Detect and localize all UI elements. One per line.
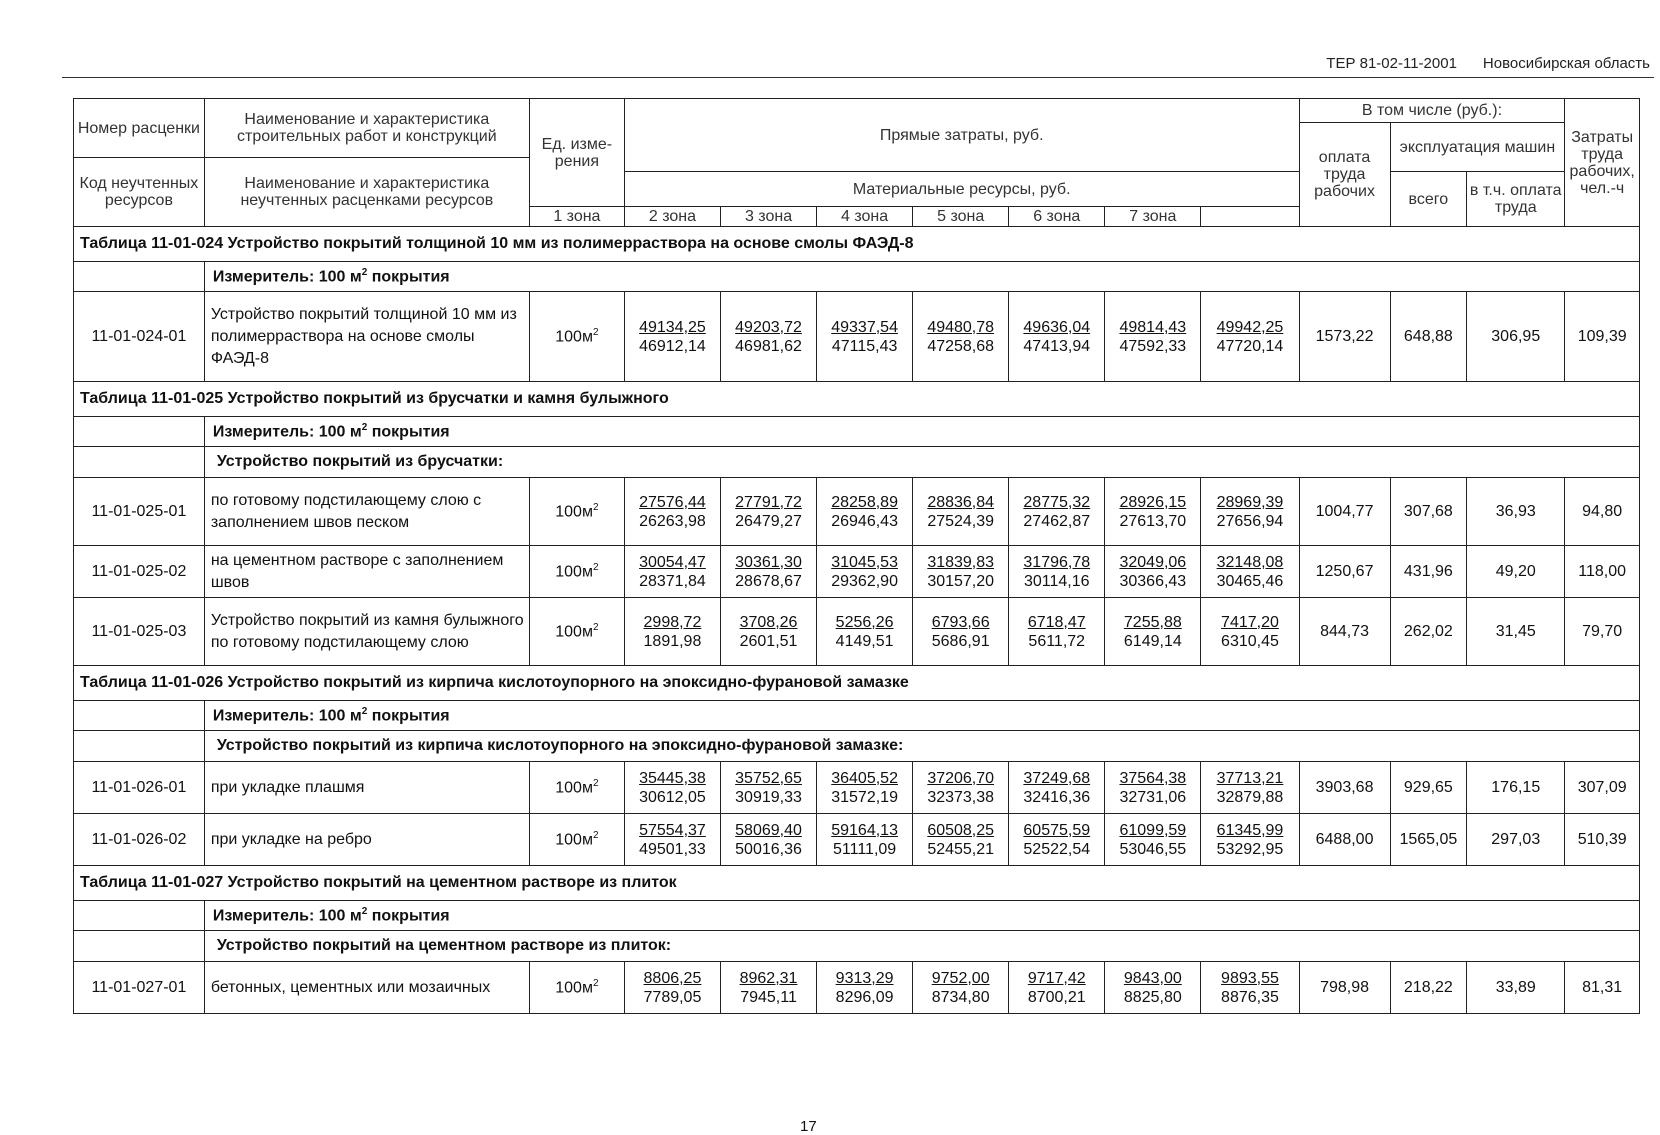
rate-code: 11-01-026-02 <box>74 814 205 866</box>
material-cost: 8825,80 <box>1123 988 1182 1006</box>
measure-label <box>204 901 1639 931</box>
direct-cost: 57554,37 <box>639 821 706 839</box>
unit-superscript: 2 <box>592 977 599 989</box>
zone-cost-cell <box>1009 546 1105 598</box>
rate-row <box>74 292 1640 382</box>
material-cost: 26946,43 <box>831 512 898 530</box>
rate-name: Устройство покрытий толщиной 10 мм из полимерраствора на основе смолы ФАЭД-8 <box>204 292 529 382</box>
direct-cost: 30054,47 <box>639 553 706 571</box>
direct-cost: 30361,30 <box>735 553 802 571</box>
zone-cost-cell <box>913 478 1009 546</box>
direct-cost: 49203,72 <box>735 318 802 336</box>
empty-cell <box>74 417 205 447</box>
rate-code: 11-01-027-01 <box>74 962 205 1014</box>
zone-cost-cell <box>1009 962 1105 1014</box>
rate-code: 11-01-024-01 <box>74 292 205 382</box>
direct-cost: 49337,54 <box>831 318 898 336</box>
material-cost: 30114,16 <box>1023 572 1090 590</box>
labor-hours-value: 510,39 <box>1565 814 1640 866</box>
unit-text: 100м <box>555 979 593 997</box>
labor-hours-value: 81,31 <box>1565 962 1640 1014</box>
direct-cost: 6718,47 <box>1027 613 1086 631</box>
unit-superscript: 2 <box>592 501 599 513</box>
direct-cost: 9313,29 <box>835 969 894 987</box>
direct-cost: 60575,59 <box>1023 821 1091 839</box>
direct-cost: 35445,38 <box>639 769 706 787</box>
labor-pay-value: 798,98 <box>1299 962 1390 1014</box>
direct-cost: 32049,06 <box>1119 553 1187 571</box>
zone-cost-cell <box>1105 598 1201 666</box>
unit-text: 100м <box>555 831 593 849</box>
direct-cost: 8806,25 <box>643 969 702 987</box>
machine-total-value: 929,65 <box>1390 762 1467 814</box>
material-cost: 47258,68 <box>927 337 995 355</box>
zone-cost-cell <box>1009 762 1105 814</box>
zone-header: 3 зона <box>720 207 816 227</box>
col-machine-total: всего <box>1390 172 1467 227</box>
col-resource-code: Код неучтенных ресурсов <box>74 158 205 227</box>
direct-cost: 28836,84 <box>927 493 995 511</box>
direct-cost: 9752,00 <box>931 969 990 987</box>
direct-cost: 7417,20 <box>1221 613 1279 631</box>
rate-name: Устройство покрытий из камня булыжного по готовому подстилающему слою <box>204 598 529 666</box>
direct-cost: 49636,04 <box>1023 318 1091 336</box>
zone-cost-cell <box>1105 962 1201 1014</box>
zone-cost-cell <box>913 962 1009 1014</box>
machine-total-value: 648,88 <box>1390 292 1467 382</box>
rate-row <box>74 814 1640 866</box>
machine-labor-value: 31,45 <box>1467 598 1565 666</box>
direct-cost: 31839,83 <box>927 553 995 571</box>
direct-cost: 9893,55 <box>1221 969 1279 987</box>
zone-cost-cell <box>720 962 816 1014</box>
material-cost: 27524,39 <box>927 512 995 530</box>
measure-superscript: 2 <box>361 905 368 917</box>
rates-table <box>73 98 1640 1014</box>
zone-cost-cell <box>817 598 913 666</box>
direct-cost: 2998,72 <box>643 613 702 631</box>
labor-pay-value: 1004,77 <box>1299 478 1390 546</box>
rate-unit <box>529 762 624 814</box>
material-cost: 52455,21 <box>927 840 995 858</box>
zone-cost-cell <box>913 546 1009 598</box>
zone-cost-cell <box>1009 814 1105 866</box>
zone-cost-cell <box>624 598 720 666</box>
unit-superscript: 2 <box>592 829 599 841</box>
measure-label <box>204 701 1639 731</box>
material-cost: 7789,05 <box>643 988 702 1006</box>
material-cost: 7945,11 <box>740 988 797 1006</box>
unit-superscript: 2 <box>592 621 599 633</box>
material-cost: 31572,19 <box>831 788 898 806</box>
material-cost: 47413,94 <box>1023 337 1091 355</box>
material-cost: 8734,80 <box>931 988 990 1006</box>
material-cost: 28678,67 <box>735 572 802 590</box>
col-material-resources: Материальные ресурсы, руб. <box>624 172 1299 207</box>
empty-cell <box>74 262 205 292</box>
measure-superscript: 2 <box>361 266 368 278</box>
direct-cost: 36405,52 <box>831 769 898 787</box>
machine-total-value: 431,96 <box>1390 546 1467 598</box>
material-cost: 6310,45 <box>1221 632 1279 650</box>
measure-text: Измеритель: 100 м <box>212 423 362 441</box>
empty-cell <box>74 447 205 478</box>
material-cost: 8700,21 <box>1027 988 1086 1006</box>
measure-tail: покрытия <box>367 423 450 441</box>
rate-row <box>74 762 1640 814</box>
col-labor-costs: Затраты труда рабочих, чел.-ч <box>1565 99 1640 227</box>
material-cost: 46981,62 <box>735 337 802 355</box>
direct-cost: 5256,26 <box>835 613 894 631</box>
col-rate-number: Номер расценки <box>74 99 205 158</box>
measure-label <box>204 417 1639 447</box>
machine-labor-value: 176,15 <box>1467 762 1565 814</box>
rate-unit <box>529 546 624 598</box>
labor-pay-value: 1573,22 <box>1299 292 1390 382</box>
machine-labor-value: 306,95 <box>1467 292 1565 382</box>
zone-cost-cell <box>624 292 720 382</box>
direct-cost: 37249,68 <box>1023 769 1091 787</box>
direct-cost: 37713,21 <box>1216 769 1284 787</box>
material-cost: 1891,98 <box>643 632 702 650</box>
direct-cost: 9843,00 <box>1123 969 1182 987</box>
direct-cost: 28258,89 <box>831 493 898 511</box>
machine-labor-value: 36,93 <box>1467 478 1565 546</box>
section-subheader: Устройство покрытий из кирпича кислотоупорного на эпоксидно-фурановой замазке: <box>204 731 1639 762</box>
zone-cost-cell <box>624 762 720 814</box>
region-name: Новосибирская область <box>1482 55 1650 72</box>
labor-pay-value: 1250,67 <box>1299 546 1390 598</box>
direct-cost: 8962,31 <box>739 969 798 987</box>
material-cost: 47720,14 <box>1216 337 1284 355</box>
col-machine-labor-pay: в т.ч. оплата труда <box>1467 172 1565 227</box>
empty-cell <box>74 931 205 962</box>
material-cost: 30366,43 <box>1119 572 1187 590</box>
material-cost: 27462,87 <box>1023 512 1091 530</box>
rate-name: на цементном растворе с заполнением швов <box>204 546 529 598</box>
zone-cost-cell <box>624 546 720 598</box>
zone-header: 7 зона <box>1105 207 1201 227</box>
zone-cost-cell <box>720 546 816 598</box>
rate-unit <box>529 478 624 546</box>
rate-code: 11-01-025-01 <box>74 478 205 546</box>
material-cost: 28371,84 <box>639 572 706 590</box>
zone-cost-cell <box>1201 546 1299 598</box>
header-rule <box>62 77 1654 78</box>
zone-cost-cell <box>1009 292 1105 382</box>
zone-cost-cell <box>817 292 913 382</box>
zone-cost-cell <box>720 292 816 382</box>
material-cost: 29362,90 <box>831 572 898 590</box>
doc-code: ТЕР 81-02-11-2001 <box>1326 55 1457 72</box>
measure-tail: покрытия <box>367 907 450 925</box>
zone-cost-cell <box>1105 478 1201 546</box>
zone-cost-cell <box>913 762 1009 814</box>
zone-cost-cell <box>1201 478 1299 546</box>
rate-name: при укладке на ребро <box>204 814 529 866</box>
material-cost: 8876,35 <box>1221 988 1279 1006</box>
material-cost: 53292,95 <box>1216 840 1284 858</box>
measure-tail: покрытия <box>367 707 450 725</box>
direct-cost: 49814,43 <box>1119 318 1187 336</box>
material-cost: 30612,05 <box>639 788 706 806</box>
table-title: Таблица 11-01-024 Устройство покрытий толщиной 10 мм из полимерраствора на основе смолы ФАЭД-8 <box>74 227 1640 262</box>
zone-cost-cell <box>1201 292 1299 382</box>
material-cost: 51111,09 <box>833 840 897 858</box>
labor-pay-value: 3903,68 <box>1299 762 1390 814</box>
material-cost: 32879,88 <box>1216 788 1284 806</box>
machine-labor-value: 33,89 <box>1467 962 1565 1014</box>
rate-name: по готовому подстилающему слою с заполнением швов песком <box>204 478 529 546</box>
material-cost: 5611,72 <box>1028 632 1086 650</box>
measure-text: Измеритель: 100 м <box>212 707 362 725</box>
empty-cell <box>74 901 205 931</box>
zone-header: 5 зона <box>913 207 1009 227</box>
zone-cost-cell <box>720 598 816 666</box>
col-work-name: Наименование и характеристика строительных работ и конструкций <box>204 99 529 158</box>
labor-hours-value: 94,80 <box>1565 478 1640 546</box>
zone-header: 4 зона <box>817 207 913 227</box>
material-cost: 27613,70 <box>1119 512 1187 530</box>
col-labor-pay: оплата труда рабочих <box>1299 123 1390 227</box>
zone-cost-cell <box>720 762 816 814</box>
col-machine-ops: эксплуатация машин <box>1390 123 1565 172</box>
zone-cost-cell <box>624 478 720 546</box>
material-cost: 2601,51 <box>739 632 798 650</box>
machine-total-value: 262,02 <box>1390 598 1467 666</box>
unit-superscript: 2 <box>592 561 599 573</box>
zone-cost-cell <box>1105 546 1201 598</box>
direct-cost: 28775,32 <box>1023 493 1091 511</box>
direct-cost: 58069,40 <box>735 821 802 839</box>
unit-superscript: 2 <box>592 777 599 789</box>
rate-row <box>74 598 1640 666</box>
col-including: В том числе (руб.): <box>1299 99 1565 123</box>
measure-text: Измеритель: 100 м <box>212 907 362 925</box>
material-cost: 30465,46 <box>1216 572 1284 590</box>
rate-row <box>74 546 1640 598</box>
direct-cost: 31796,78 <box>1023 553 1091 571</box>
material-cost: 46912,14 <box>639 337 706 355</box>
col-direct-costs: Прямые затраты, руб. <box>624 99 1299 172</box>
rate-unit <box>529 814 624 866</box>
measure-text: Измеритель: 100 м <box>212 268 362 286</box>
table-body <box>74 99 1640 1014</box>
material-cost: 32731,06 <box>1119 788 1187 806</box>
empty-cell <box>74 701 205 731</box>
table-title: Таблица 11-01-027 Устройство покрытий на цементном растворе из плиток <box>74 866 1640 901</box>
machine-labor-value: 49,20 <box>1467 546 1565 598</box>
zone-cost-cell <box>913 292 1009 382</box>
direct-cost: 28926,15 <box>1119 493 1187 511</box>
material-cost: 30919,33 <box>735 788 802 806</box>
rate-unit <box>529 292 624 382</box>
labor-pay-value: 844,73 <box>1299 598 1390 666</box>
material-cost: 4149,51 <box>835 632 894 650</box>
direct-cost: 3708,26 <box>739 613 798 631</box>
direct-cost: 6793,66 <box>931 613 990 631</box>
direct-cost: 27791,72 <box>735 493 802 511</box>
direct-cost: 61345,99 <box>1216 821 1284 839</box>
direct-cost: 59164,13 <box>831 821 898 839</box>
zone-cost-cell <box>1201 962 1299 1014</box>
zone-cost-cell <box>1105 814 1201 866</box>
direct-cost: 32148,08 <box>1216 553 1284 571</box>
unit-text: 100м <box>555 563 593 581</box>
rate-code: 11-01-025-02 <box>74 546 205 598</box>
direct-cost: 28969,39 <box>1216 493 1284 511</box>
unit-text: 100м <box>555 623 593 641</box>
material-cost: 5686,91 <box>931 632 990 650</box>
zone-cost-cell <box>913 814 1009 866</box>
unit-text: 100м <box>555 503 593 521</box>
zone-header: 6 зона <box>1009 207 1105 227</box>
measure-label <box>204 262 1639 292</box>
measure-superscript: 2 <box>361 421 368 433</box>
rate-name: бетонных, цементных или мозаичных <box>204 962 529 1014</box>
zone-cost-cell <box>624 962 720 1014</box>
labor-hours-value: 118,00 <box>1565 546 1640 598</box>
direct-cost: 49134,25 <box>639 318 706 336</box>
measure-tail: покрытия <box>367 268 450 286</box>
labor-hours-value: 79,70 <box>1565 598 1640 666</box>
rate-unit <box>529 598 624 666</box>
rate-row <box>74 962 1640 1014</box>
section-subheader: Устройство покрытий на цементном растворе из плиток: <box>204 931 1639 962</box>
direct-cost: 49942,25 <box>1216 318 1284 336</box>
labor-hours-value: 109,39 <box>1565 292 1640 382</box>
direct-cost: 37564,38 <box>1119 769 1187 787</box>
table-title: Таблица 11-01-026 Устройство покрытий из кирпича кислотоупорного на эпоксидно-фурановой замазке <box>74 666 1640 701</box>
material-cost: 52522,54 <box>1023 840 1091 858</box>
material-cost: 47592,33 <box>1119 337 1187 355</box>
rate-name: при укладке плашмя <box>204 762 529 814</box>
zone-cost-cell <box>1009 478 1105 546</box>
material-cost: 6149,14 <box>1123 632 1182 650</box>
direct-cost: 37206,70 <box>927 769 995 787</box>
col-unit: Ед. изме-рения <box>529 99 624 207</box>
machine-total-value: 307,68 <box>1390 478 1467 546</box>
zone-cost-cell <box>817 546 913 598</box>
zone-cost-cell <box>1009 598 1105 666</box>
unit-superscript: 2 <box>592 326 599 338</box>
rate-code: 11-01-026-01 <box>74 762 205 814</box>
col-resource-name: Наименование и характеристика неучтенных расценками ресурсов <box>204 158 529 227</box>
zone-cost-cell <box>1201 598 1299 666</box>
zone-cost-cell <box>720 814 816 866</box>
labor-hours-value: 307,09 <box>1565 762 1640 814</box>
unit-text: 100м <box>555 328 593 346</box>
zone-cost-cell <box>817 478 913 546</box>
material-cost: 53046,55 <box>1119 840 1187 858</box>
material-cost: 26479,27 <box>735 512 802 530</box>
labor-pay-value: 6488,00 <box>1299 814 1390 866</box>
machine-labor-value: 297,03 <box>1467 814 1565 866</box>
rate-unit <box>529 962 624 1014</box>
material-cost: 32416,36 <box>1023 788 1091 806</box>
zone-cost-cell <box>817 962 913 1014</box>
material-cost: 8296,09 <box>835 988 894 1006</box>
machine-total-value: 1565,05 <box>1390 814 1467 866</box>
unit-text: 100м <box>555 779 593 797</box>
material-cost: 32373,38 <box>927 788 995 806</box>
direct-cost: 61099,59 <box>1119 821 1187 839</box>
rate-row <box>74 478 1640 546</box>
material-cost: 27656,94 <box>1216 512 1284 530</box>
direct-cost: 9717,42 <box>1027 969 1086 987</box>
zone-cost-cell <box>1105 762 1201 814</box>
measure-superscript: 2 <box>361 705 368 717</box>
table-title: Таблица 11-01-025 Устройство покрытий из брусчатки и камня булыжного <box>74 382 1640 417</box>
direct-cost: 49480,78 <box>927 318 995 336</box>
zone-cost-cell <box>624 814 720 866</box>
material-cost: 26263,98 <box>639 512 706 530</box>
material-cost: 50016,36 <box>735 840 802 858</box>
zone-cost-cell <box>1201 762 1299 814</box>
zone-cost-cell <box>1201 814 1299 866</box>
direct-cost: 60508,25 <box>927 821 995 839</box>
zone-header: 2 зона <box>624 207 720 227</box>
direct-cost: 7255,88 <box>1123 613 1182 631</box>
direct-cost: 27576,44 <box>639 493 706 511</box>
zone-cost-cell <box>913 598 1009 666</box>
zone-cost-cell <box>817 814 913 866</box>
page-header <box>1326 55 1650 72</box>
material-cost: 47115,43 <box>831 337 898 355</box>
material-cost: 49501,33 <box>639 840 706 858</box>
zone-cost-cell <box>1105 292 1201 382</box>
zone-cost-cell <box>817 762 913 814</box>
rate-code: 11-01-025-03 <box>74 598 205 666</box>
page-number: 17 <box>800 1118 817 1135</box>
direct-cost: 31045,53 <box>831 553 898 571</box>
zone-cost-cell <box>720 478 816 546</box>
zone-header: 1 зона <box>529 207 624 227</box>
section-subheader: Устройство покрытий из брусчатки: <box>204 447 1639 478</box>
machine-total-value: 218,22 <box>1390 962 1467 1014</box>
direct-cost: 35752,65 <box>735 769 802 787</box>
empty-cell <box>74 731 205 762</box>
material-cost: 30157,20 <box>927 572 995 590</box>
